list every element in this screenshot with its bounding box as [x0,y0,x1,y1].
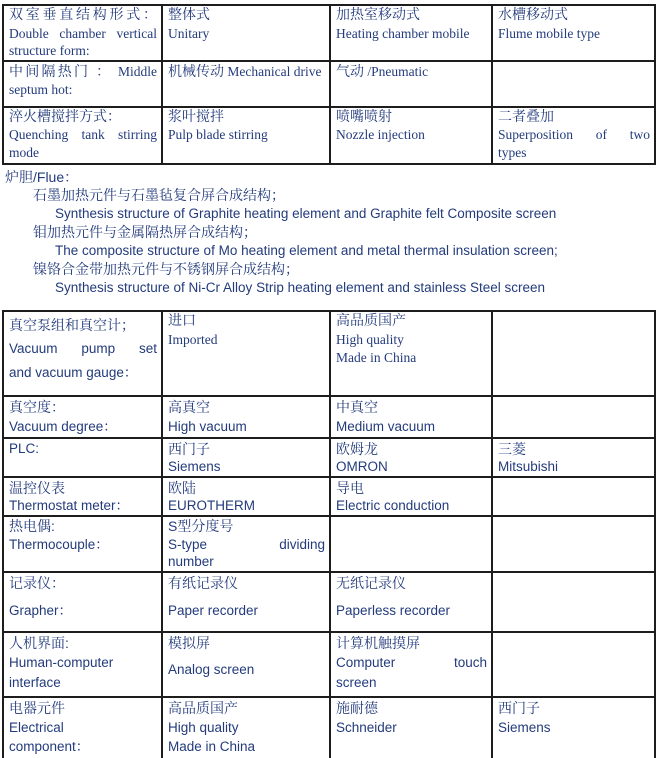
components-spec-table [2,310,656,758]
cell-en-text: Paperless recorder [336,602,451,618]
cell-en-text: Human-computer interface [9,655,114,690]
flue-en-line: The composite structure of Mo heating element and metal thermal insulation screen; [55,242,558,258]
flue-en-line: Synthesis structure of Graphite heating element and Graphite felt Composite screen [55,205,557,221]
cell-grapher-label [3,572,162,632]
cell-zh-text: 浆叶搅拌 [168,109,224,125]
cell-en-text: Schneider [336,719,397,735]
cell-flume-mobile [492,5,655,61]
cell-superposition [492,107,655,164]
cell-en-text: Pulp blade stirring [168,127,268,142]
cell-zh-text: 高真空 [168,399,210,415]
cell-nozzle-injection [330,107,492,164]
cell-analog-screen [162,632,330,697]
cell-zh-text: 进口 [168,314,196,329]
cell-zh-text: 西门子 [498,699,540,716]
cell-zh-text: 高品质国产 [168,699,238,716]
cell-en-text: Medium vacuum [336,419,436,434]
cell-s-type-dividing [162,516,330,572]
cell-zh-text: 中真空 [336,399,378,415]
cell-en-text: Computer touch [336,655,487,670]
cell-en-text: Middle septum hot: [9,63,157,97]
table-row [3,516,655,572]
cell-empty [492,572,655,632]
cell-empty [492,632,655,697]
cell-heating-chamber-mobile [330,5,492,61]
table-row [3,572,655,632]
spec-document-page [0,4,656,758]
cell-en-text: Electrical [9,719,64,735]
cell-en-text: Grapher： [9,602,73,618]
table-row [3,477,655,516]
cell-omron [330,438,492,477]
flue-en-line: Synthesis structure of Ni-Cr Alloy Strip heating element and stainless Steel screen [55,279,545,295]
cell-zh-text: 机械传动 [168,64,224,80]
table-row [3,697,655,758]
cell-zh-text: 电器元件 [9,699,65,716]
cell-en-text: EUROTHERM [168,498,255,513]
cell-en-text: Nozzle injection [336,127,425,142]
cell-septum-door-label [3,61,162,107]
table-row [3,396,655,438]
cell-en-text: Electric conduction [336,498,450,513]
cell-hmi-label [3,632,162,697]
cell-pulp-blade-stirring [162,107,330,164]
cell-en-text: Double chamber vertical [9,25,157,41]
cell-en-text: High quality [168,719,239,735]
structure-spec-table [2,4,656,165]
cell-zh-text: 双室垂直结构形式： [9,8,157,23]
cell-zh-text: 导电 [336,480,364,496]
cell-empty [492,516,655,572]
cell-en-text: Superposition of two [498,127,650,142]
cell-en-text: number [168,554,214,569]
cell-empty [492,61,655,107]
cell-en-text: screen [336,674,377,690]
cell-en-text: Siemens [168,459,221,474]
cell-medium-vacuum [330,396,492,438]
cell-zh-text: 喷嘴喷射 [336,109,392,125]
table-row [3,632,655,697]
cell-en-text: Made in China [168,738,256,754]
cell-label-text: PLC: [9,441,40,456]
cell-en-text: and vacuum gauge： [9,365,138,380]
cell-plc-label [3,438,162,477]
cell-en-text: mode [9,144,39,160]
flue-zh-line: 镍铬合金带加热元件与不锈钢屏合成结构； [33,261,299,277]
cell-en-text: Siemens [498,719,551,735]
cell-en-text: component： [9,738,90,754]
cell-electric-conduction [330,477,492,516]
cell-eurotherm [162,477,330,516]
cell-zh-text: 淬火槽搅拌方式： [9,109,121,125]
cell-thermostat-label [3,477,162,516]
cell-zh-text: 无纸记录仪 [336,574,406,591]
cell-siemens [162,438,330,477]
cell-stirring-mode-label [3,107,162,164]
cell-zh-text: 温控仪表 [9,480,65,496]
cell-mitsubishi [492,438,655,477]
cell-en-text: Unitary [168,25,210,41]
cell-zh-text: 整体式 [168,8,210,23]
cell-zh-text: 人机界面: [9,634,69,651]
cell-zh-text: 加热室移动式 [336,8,420,23]
cell-zh-text: 真空度： [9,399,65,415]
cell-vacuum-degree-label [3,396,162,438]
cell-zh-text: S型分度号 [168,518,234,534]
cell-zh-text: 欧姆龙 [336,441,378,457]
table-row [3,107,655,164]
cell-en-text: Made in China [336,350,417,365]
cell-en-text: High vacuum [168,419,247,434]
flue-heading: 炉胆/Flue： [5,168,79,185]
cell-zh-text: 真空泵组和真空计； [9,317,135,333]
cell-en-text: Imported [168,332,218,347]
cell-zh-text: 记录仪： [9,574,65,591]
cell-zh-text: 气动 [336,64,364,80]
cell-en-text: Thermostat meter： [9,498,130,513]
cell-structure-form-label [3,5,162,61]
cell-zh-text: 施耐德 [336,699,378,716]
cell-mechanical-drive [162,61,330,107]
cell-en-text: S-type dividing [168,536,325,552]
cell-thermocouple-label [3,516,162,572]
cell-en-text: Heating chamber mobile [336,25,470,41]
cell-pneumatic [330,61,492,107]
cell-en-text: Vacuum pump set [9,341,157,356]
table-row [3,311,655,396]
cell-siemens [492,697,655,758]
cell-zh-text: 模拟屏 [168,634,210,651]
cell-en-text: structure form: [9,43,90,58]
cell-high-quality-domestic [330,311,492,396]
cell-empty [492,396,655,438]
cell-en-text: Mechanical drive [227,63,322,79]
cell-unitary [162,5,330,61]
cell-en-text: Paper recorder [168,602,259,618]
cell-en-text: High quality [336,332,404,347]
cell-en-text: Vacuum degree： [9,419,117,434]
cell-zh-text: 欧陆 [168,480,196,496]
cell-en-text: types [498,144,527,160]
cell-zh-text: 计算机触摸屏 [336,634,420,651]
cell-electrical-component-label [3,697,162,758]
cell-en-text: Thermocouple： [9,536,109,552]
cell-en-text: Mitsubishi [498,459,559,474]
cell-paperless-recorder [330,572,492,632]
cell-empty [492,311,655,396]
cell-paper-recorder [162,572,330,632]
cell-en-text: Quenching tank stirring [9,127,157,142]
table-row [3,61,655,107]
cell-zh-text: 中间隔热门 ： [9,64,113,80]
cell-zh-text: 西门子 [168,441,210,457]
cell-empty [330,516,492,572]
cell-en-text: /Pneumatic [367,63,429,79]
cell-imported [162,311,330,396]
cell-en-text: Flume mobile type [498,25,600,41]
cell-computer-touch-screen [330,632,492,697]
cell-en-text: Analog screen [168,662,255,677]
cell-zh-text: 有纸记录仪 [168,574,238,591]
cell-zh-text: 水槽移动式 [498,8,568,23]
cell-zh-text: 热电偶: [9,518,55,534]
cell-zh-text: 二者叠加 [498,109,554,125]
flue-section [0,168,656,298]
cell-zh-text: 三菱 [498,441,526,457]
cell-schneider [330,697,492,758]
table-row [3,5,655,61]
cell-en-text: OMRON [336,459,388,474]
cell-vacuum-pump-label [3,311,162,396]
cell-high-quality-domestic [162,697,330,758]
flue-zh-line: 钼加热元件与金属隔热屏合成结构； [33,224,257,240]
cell-zh-text: 高品质国产 [336,314,406,329]
flue-zh-line: 石墨加热元件与石墨毡复合屏合成结构； [33,187,285,203]
table-row [3,438,655,477]
cell-empty [492,477,655,516]
cell-high-vacuum [162,396,330,438]
